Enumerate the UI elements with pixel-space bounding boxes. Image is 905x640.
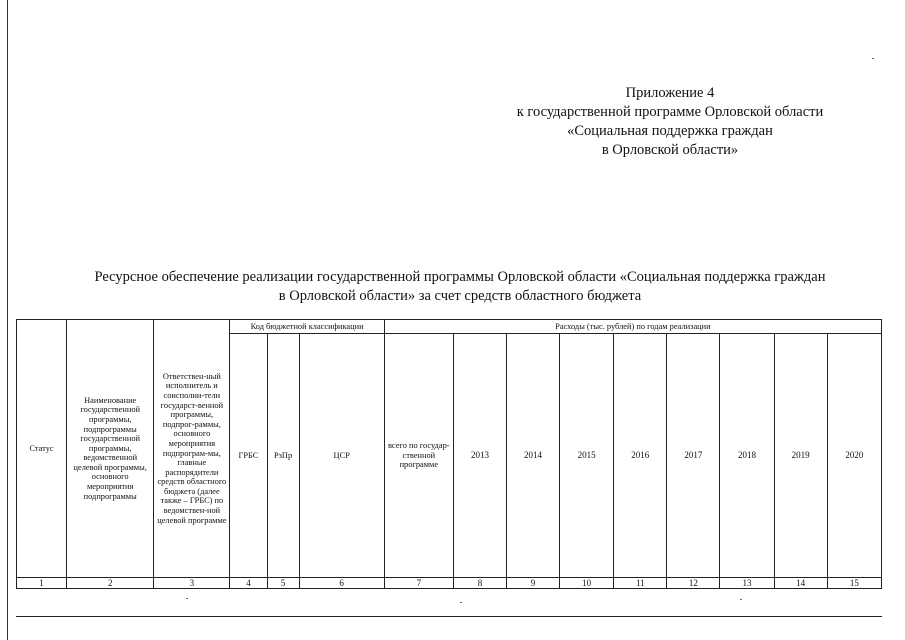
header-year: 2015 — [560, 334, 614, 578]
header-year: 2014 — [507, 334, 560, 578]
column-number: 2 — [67, 578, 154, 589]
header-year: 2017 — [667, 334, 720, 578]
page-left-edge-line — [7, 0, 8, 640]
appendix-line-4: в Орловской области» — [601, 142, 739, 158]
appendix-line-1: Приложение 4 — [625, 85, 715, 101]
scan-speck — [740, 599, 742, 600]
header-year: 2020 — [827, 334, 881, 578]
header-executor: Ответствен-ный исполнитель и соисполни-тели государст-венной программы, подпрог-раммы, основного мероприятия подпрограм-мы, главные распорядители средств областного бюджета (далее также – ГРБС) по ведомствен-ной целевой программе — [154, 320, 230, 578]
header-expenses-group: Расходы (тыс. рублей) по годам реализации — [384, 320, 881, 334]
column-number: 4 — [230, 578, 267, 589]
column-number: 10 — [560, 578, 614, 589]
appendix-header — [480, 84, 860, 160]
column-number: 5 — [267, 578, 299, 589]
scan-speck — [872, 58, 874, 59]
table-group-header-row — [17, 320, 882, 334]
column-number: 1 — [17, 578, 67, 589]
scan-speck — [186, 598, 188, 599]
resource-table — [16, 319, 882, 589]
column-number: 11 — [614, 578, 667, 589]
header-program-name: Наименование государственной программы, подпрограммы государственной программы, ведомственной целевой программы, основного мероприятия подпрограммы — [67, 320, 154, 578]
header-year: 2018 — [720, 334, 774, 578]
header-year: 2013 — [453, 334, 506, 578]
column-number: 3 — [154, 578, 230, 589]
table-bottom-line — [16, 616, 882, 617]
column-number: 13 — [720, 578, 774, 589]
header-total: всего по государ-ственной программе — [384, 334, 453, 578]
header-csr: ЦСР — [299, 334, 384, 578]
document-title — [40, 268, 880, 306]
appendix-line-2: к государственной программе Орловской области — [516, 104, 824, 120]
column-number: 9 — [507, 578, 560, 589]
header-year: 2016 — [614, 334, 667, 578]
column-number: 14 — [774, 578, 827, 589]
appendix-line-3: «Социальная поддержка граждан — [567, 123, 773, 139]
column-number: 8 — [453, 578, 506, 589]
header-grbs: ГРБС — [230, 334, 267, 578]
title-line-1: Ресурсное обеспечение реализации государственной программы Орловской области «Социальная поддержка граждан — [94, 269, 826, 285]
column-number-row — [17, 578, 882, 589]
column-number: 6 — [299, 578, 384, 589]
scan-speck — [460, 602, 462, 603]
header-rzpr: РзПр — [267, 334, 299, 578]
column-number: 15 — [827, 578, 881, 589]
column-number: 7 — [384, 578, 453, 589]
title-line-2: в Орловской области» за счет средств областного бюджета — [278, 288, 642, 304]
header-budget-code-group: Код бюджетной классификации — [230, 320, 384, 334]
column-number: 12 — [667, 578, 720, 589]
header-status: Статус — [17, 320, 67, 578]
header-year: 2019 — [774, 334, 827, 578]
